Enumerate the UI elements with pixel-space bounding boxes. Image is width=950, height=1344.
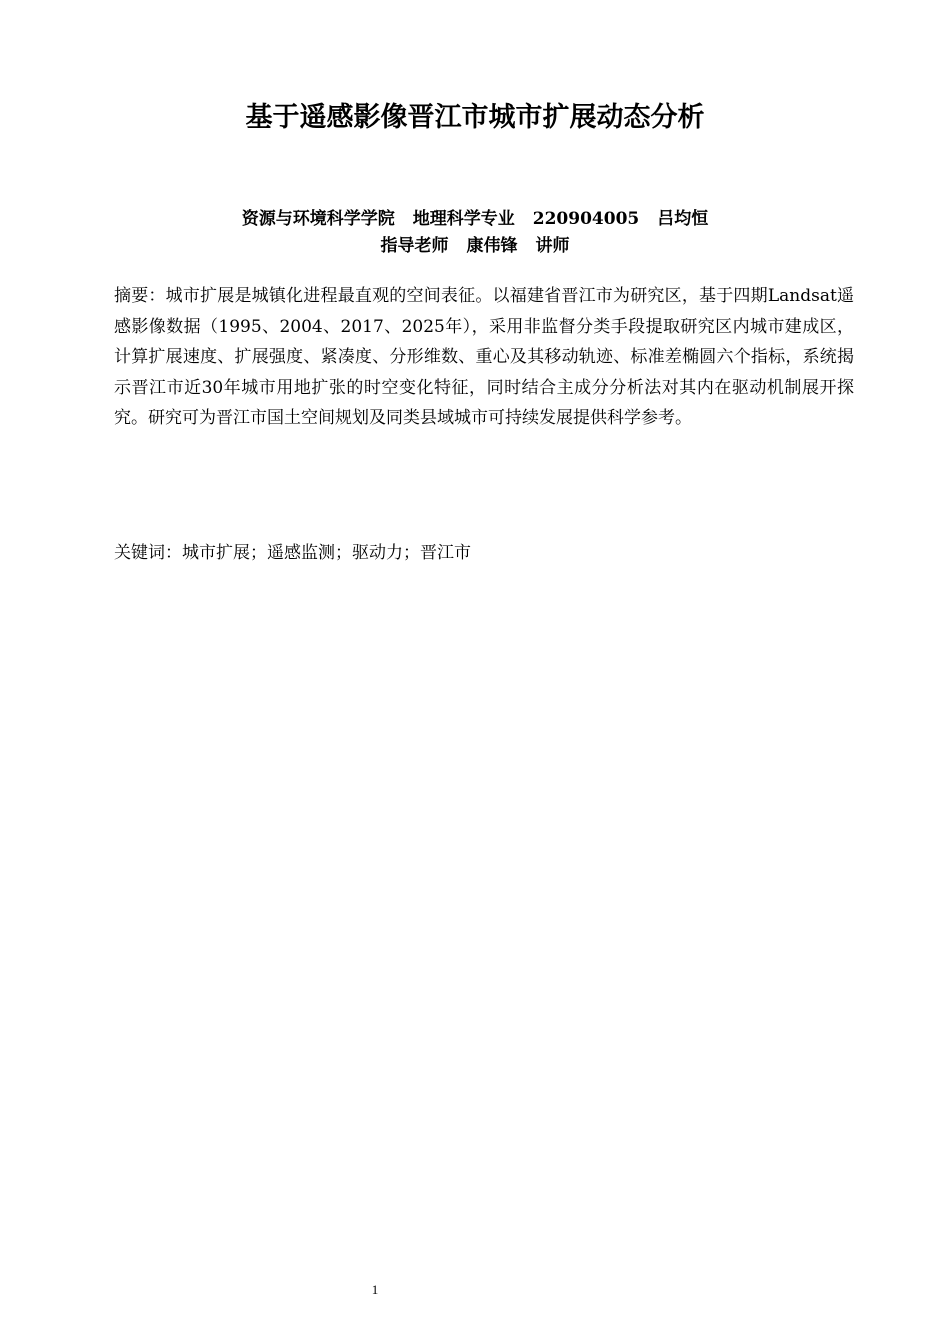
advisor-title: 讲师 — [535, 236, 570, 256]
advisor-name: 康伟锋 — [466, 236, 518, 256]
abstract-label: 摘要： — [114, 286, 166, 306]
keywords — [114, 539, 854, 567]
keywords-text: 城市扩展；遥感监测；驱动力；晋江市 — [182, 543, 471, 563]
advisor-info-line — [0, 233, 950, 259]
page-number: 1 — [371, 1282, 379, 1297]
student-id: 220904005 — [532, 209, 640, 229]
author-name: 吕均恒 — [657, 209, 709, 229]
abstract-text: 城市扩展是城镇化进程最直观的空间表征。以福建省晋江市为研究区，基于四期Landsat遥感影像数据（1995、2004、2017、2025年），采用非监督分类手段提取研究区内城市建成区，计算扩展速度、扩展强度、紧凑度、分形维数、重心及其移动轨迹、标准差椭圆六个指标，系统揭示晋江市近30年城市用地扩张的时空变化特征，同时结合主成分分析法对其内在驱动机制展开探究。研究可为晋江市国土空间规划及同类县域城市可持续发展提供科学参考。 — [114, 286, 854, 428]
abstract — [114, 281, 854, 434]
major-name: 地理科学专业 — [412, 209, 515, 229]
author-info-line — [0, 206, 950, 232]
advisor-label: 指导老师 — [380, 236, 449, 256]
paper-title: 基于遥感影像晋江市城市扩展动态分析 — [245, 102, 705, 133]
keywords-label: 关键词： — [114, 543, 182, 563]
school-name: 资源与环境科学学院 — [241, 209, 395, 229]
